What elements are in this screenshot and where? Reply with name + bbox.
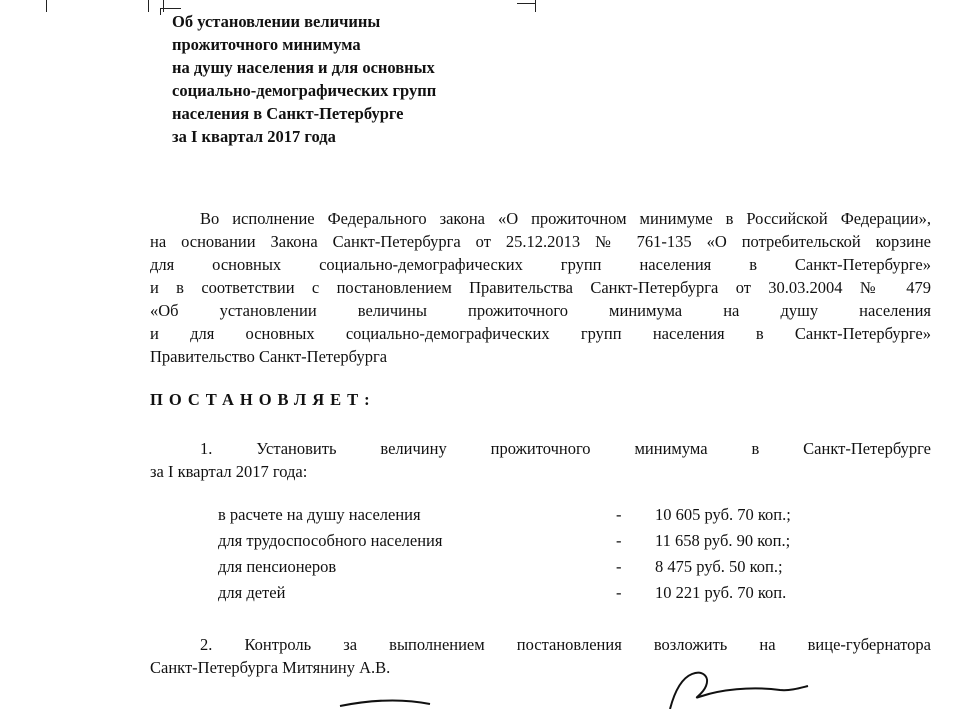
signature-stroke: [340, 700, 430, 706]
value-dash: -: [616, 505, 622, 524]
preamble-line: на основании Закона Санкт-Петербурга от 25.12.2013 № 761-135 «О потребительской корзине: [150, 232, 931, 251]
preamble-line: и для основных социально-демографических групп населения в Санкт-Петербурге»: [150, 324, 931, 343]
preamble-line: и в соответствии с постановлением Правительства Санкт-Петербурга от 30.03.2004 № 479: [150, 278, 931, 297]
value-label: в расчете на душу населения: [218, 505, 421, 524]
corner-mark-title-right-top: [517, 3, 535, 4]
clause-1-line: за I квартал 2017 года:: [150, 462, 308, 481]
title-line: Об установлении величины: [172, 12, 381, 31]
value-label: для детей: [218, 583, 286, 602]
title-line: за I квартал 2017 года: [172, 127, 336, 146]
preamble-line: Во исполнение Федерального закона «О прожиточном минимуме в Российской Федерации»,: [200, 209, 931, 228]
signature-stroke: [670, 673, 808, 709]
preamble-line: для основных социально-демографических групп населения в Санкт-Петербурге»: [150, 255, 931, 274]
value-amount: 11 658 руб. 90 коп.;: [655, 531, 791, 550]
value-label: для пенсионеров: [218, 557, 337, 576]
title-line: населения в Санкт-Петербурге: [172, 104, 404, 123]
title-line: прожиточного минимума: [172, 35, 361, 54]
value-amount: 10 605 руб. 70 коп.;: [655, 505, 791, 524]
value-label: для трудоспособного населения: [218, 531, 443, 550]
clause-1: [150, 437, 931, 483]
title-line: на душу населения и для основных: [172, 58, 435, 77]
clause-2-line: 2. Контроль за выполнением постановления возложить на вице-губернатора: [200, 635, 931, 654]
corner-mark-left: [46, 0, 59, 12]
handwritten-signature: [330, 660, 830, 709]
title-line: социально-демографических групп: [172, 81, 437, 100]
value-dash: -: [616, 531, 622, 550]
preamble-paragraph: [150, 207, 931, 368]
value-amount: 8 475 руб. 50 коп.;: [655, 557, 783, 576]
value-dash: -: [616, 557, 622, 576]
preamble-line: «Об установлении величины прожиточного минимума на душу населения: [150, 301, 931, 320]
preamble-line: Правительство Санкт-Петербурга: [150, 347, 388, 366]
value-amount: 10 221 руб. 70 коп.: [655, 583, 787, 602]
clause-1-line: 1. Установить величину прожиточного минимума в Санкт-Петербурге: [200, 439, 931, 458]
value-dash: -: [616, 583, 622, 602]
document-title: [172, 10, 532, 148]
clause-2-line: Санкт-Петербурга Митянину А.В.: [150, 658, 391, 677]
decree-heading: ПОСТАНОВЛЯЕТ:: [150, 390, 376, 409]
